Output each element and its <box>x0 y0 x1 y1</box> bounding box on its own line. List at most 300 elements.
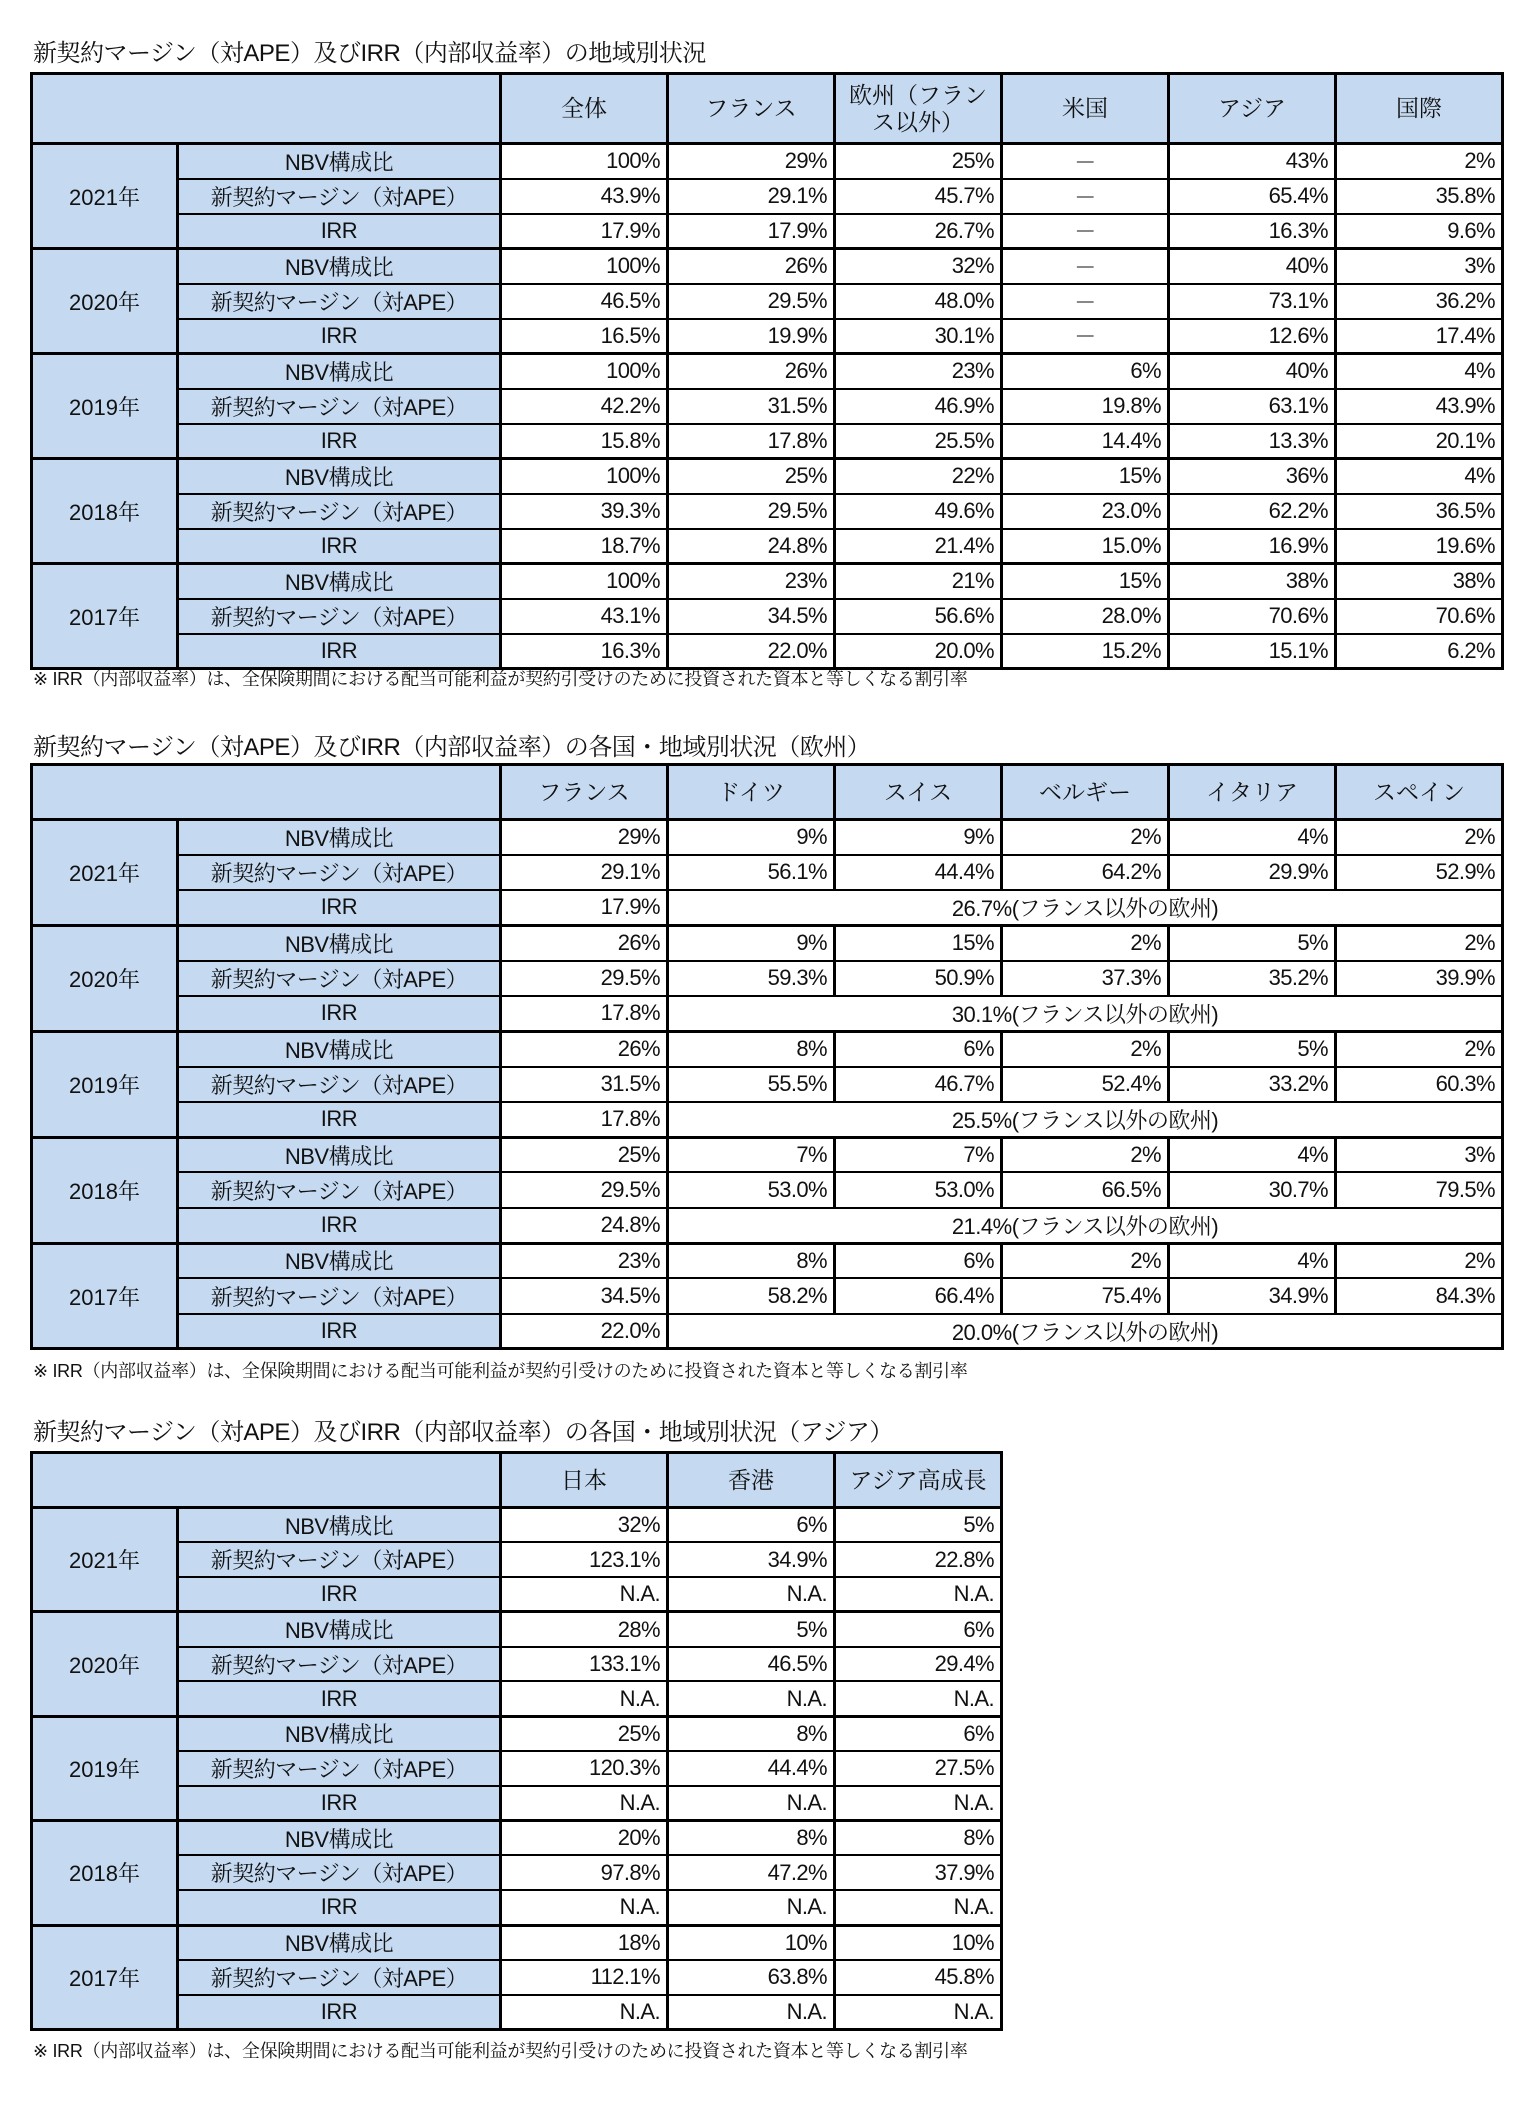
value-cell: 26.7% <box>835 214 1002 249</box>
table-row <box>32 459 1503 494</box>
value-cell: 75.4% <box>1002 1278 1169 1313</box>
value-cell: 15.1% <box>1169 634 1336 669</box>
year-cell: 2017年 <box>32 1243 178 1349</box>
value-cell: 14.4% <box>1002 424 1169 459</box>
value-cell: N.A. <box>501 1786 668 1821</box>
table-row <box>32 820 1503 855</box>
value-cell: 6% <box>835 1243 1002 1278</box>
metric-label: IRR <box>178 1577 501 1612</box>
table-row <box>32 1542 1002 1577</box>
footnote-irr-definition: ※ IRR（内部収益率）は、全保険期間における配当可能利益が契約引受けのために投資された資本と等しくなる割引率 <box>33 1361 968 1381</box>
metric-label: 新契約マージン（対APE） <box>178 599 501 634</box>
value-cell: 100% <box>501 249 668 284</box>
metric-label: IRR <box>178 634 501 669</box>
metric-label: NBV構成比 <box>178 1821 501 1856</box>
value-cell: 9% <box>668 820 835 855</box>
value-cell: 7% <box>668 1137 835 1172</box>
metric-label: IRR <box>178 1890 501 1925</box>
value-cell: 45.8% <box>835 1960 1002 1995</box>
value-cell: 36.2% <box>1336 284 1503 319</box>
column-header: アジア高成長 <box>835 1453 1002 1508</box>
value-cell: N.A. <box>835 1995 1002 2030</box>
value-cell: 35.8% <box>1336 179 1503 214</box>
metric-label: NBV構成比 <box>178 1612 501 1647</box>
year-cell: 2020年 <box>32 249 178 354</box>
value-cell: 13.3% <box>1169 424 1336 459</box>
value-cell: 25.5% <box>835 424 1002 459</box>
value-cell: 19.6% <box>1336 529 1503 564</box>
corner-cell <box>32 1453 501 1508</box>
metric-label: IRR <box>178 1786 501 1821</box>
table-row <box>32 424 1503 459</box>
value-cell: 6.2% <box>1336 634 1503 669</box>
metric-label: NBV構成比 <box>178 820 501 855</box>
table-row <box>32 1208 1503 1243</box>
column-header: スペイン <box>1336 765 1503 820</box>
value-cell: 2% <box>1002 820 1169 855</box>
value-cell: 22.0% <box>668 634 835 669</box>
metric-label: IRR <box>178 1314 501 1349</box>
value-cell: 8% <box>668 1716 835 1751</box>
value-cell: 47.2% <box>668 1855 835 1890</box>
value-cell: N.A. <box>835 1890 1002 1925</box>
column-header: アジア <box>1169 74 1336 144</box>
table-row <box>32 1137 1503 1172</box>
metric-label: 新契約マージン（対APE） <box>178 1751 501 1786</box>
value-cell: 34.9% <box>1169 1278 1336 1313</box>
value-cell: 19.8% <box>1002 389 1169 424</box>
value-cell: 30.7% <box>1169 1172 1336 1207</box>
value-cell: 64.2% <box>1002 855 1169 890</box>
table-title-asia: 新契約マージン（対APE）及びIRR（内部収益率）の各国・地域別状況（アジア） <box>33 1419 893 1446</box>
value-cell: 70.6% <box>1336 599 1503 634</box>
column-header: 香港 <box>668 1453 835 1508</box>
value-cell: 29.1% <box>668 179 835 214</box>
value-cell: 10% <box>668 1925 835 1960</box>
value-cell: 5% <box>835 1508 1002 1543</box>
value-cell: N.A. <box>668 1890 835 1925</box>
metric-label: 新契約マージン（対APE） <box>178 1278 501 1313</box>
column-header: 国際 <box>1336 74 1503 144</box>
value-cell: N.A. <box>835 1577 1002 1612</box>
table-row <box>32 284 1503 319</box>
value-cell: 55.5% <box>668 1067 835 1102</box>
value-cell: 23% <box>835 354 1002 389</box>
metric-label: NBV構成比 <box>178 144 501 179</box>
header-row <box>32 765 1503 820</box>
value-cell: 5% <box>668 1612 835 1647</box>
value-cell: 17.8% <box>501 996 668 1031</box>
metric-label: 新契約マージン（対APE） <box>178 855 501 890</box>
merged-value-cell: 26.7%(フランス以外の欧州) <box>668 890 1503 925</box>
value-cell: 23% <box>668 564 835 599</box>
value-cell: 16.3% <box>1169 214 1336 249</box>
year-cell: 2019年 <box>32 354 178 459</box>
value-cell: 34.5% <box>501 1278 668 1313</box>
table-row <box>32 996 1503 1031</box>
table-europe-margin-irr <box>30 763 1504 1350</box>
value-cell: 56.6% <box>835 599 1002 634</box>
value-cell: 8% <box>668 1031 835 1066</box>
column-header: 米国 <box>1002 74 1169 144</box>
value-cell: － <box>1002 214 1169 249</box>
table-row <box>32 214 1503 249</box>
table-title-regional: 新契約マージン（対APE）及びIRR（内部収益率）の地域別状況 <box>33 40 706 67</box>
metric-label: IRR <box>178 424 501 459</box>
value-cell: 28% <box>501 1612 668 1647</box>
value-cell: 9% <box>668 925 835 960</box>
value-cell: 17.9% <box>501 890 668 925</box>
year-cell: 2018年 <box>32 1137 178 1243</box>
metric-label: NBV構成比 <box>178 1137 501 1172</box>
value-cell: 53.0% <box>835 1172 1002 1207</box>
value-cell: 20% <box>501 1821 668 1856</box>
value-cell: 2% <box>1002 1243 1169 1278</box>
value-cell: 16.9% <box>1169 529 1336 564</box>
year-cell: 2018年 <box>32 1821 178 1925</box>
table-row <box>32 319 1503 354</box>
metric-label: 新契約マージン（対APE） <box>178 1542 501 1577</box>
metric-label: IRR <box>178 1995 501 2030</box>
value-cell: N.A. <box>501 1577 668 1612</box>
table-row <box>32 1612 1002 1647</box>
column-header: 日本 <box>501 1453 668 1508</box>
value-cell: 22% <box>835 459 1002 494</box>
value-cell: 46.9% <box>835 389 1002 424</box>
value-cell: 8% <box>668 1821 835 1856</box>
value-cell: 18% <box>501 1925 668 1960</box>
table-row <box>32 855 1503 890</box>
value-cell: 9.6% <box>1336 214 1503 249</box>
value-cell: 84.3% <box>1336 1278 1503 1313</box>
table-row <box>32 1314 1503 1349</box>
year-cell: 2019年 <box>32 1031 178 1137</box>
value-cell: 2% <box>1336 925 1503 960</box>
column-header: 全体 <box>501 74 668 144</box>
value-cell: 17.8% <box>501 1102 668 1137</box>
value-cell: － <box>1002 144 1169 179</box>
value-cell: 40% <box>1169 249 1336 284</box>
metric-label: 新契約マージン（対APE） <box>178 389 501 424</box>
table-row <box>32 925 1503 960</box>
value-cell: 100% <box>501 459 668 494</box>
value-cell: 49.6% <box>835 494 1002 529</box>
metric-label: IRR <box>178 996 501 1031</box>
value-cell: 2% <box>1002 1031 1169 1066</box>
value-cell: 36.5% <box>1336 494 1503 529</box>
value-cell: 100% <box>501 564 668 599</box>
metric-label: IRR <box>178 214 501 249</box>
metric-label: NBV構成比 <box>178 1243 501 1278</box>
metric-label: IRR <box>178 319 501 354</box>
value-cell: 65.4% <box>1169 179 1336 214</box>
value-cell: 9% <box>835 820 1002 855</box>
value-cell: 56.1% <box>668 855 835 890</box>
value-cell: 66.5% <box>1002 1172 1169 1207</box>
value-cell: 59.3% <box>668 961 835 996</box>
year-cell: 2020年 <box>32 925 178 1031</box>
value-cell: 17.9% <box>668 214 835 249</box>
value-cell: 37.9% <box>835 1855 1002 1890</box>
value-cell: N.A. <box>501 1995 668 2030</box>
value-cell: 29% <box>668 144 835 179</box>
value-cell: 31.5% <box>501 1067 668 1102</box>
metric-label: IRR <box>178 529 501 564</box>
value-cell: 3% <box>1336 1137 1503 1172</box>
value-cell: 26% <box>668 249 835 284</box>
value-cell: 46.5% <box>668 1647 835 1682</box>
value-cell: 29% <box>501 820 668 855</box>
column-header: ドイツ <box>668 765 835 820</box>
value-cell: N.A. <box>835 1786 1002 1821</box>
value-cell: 29.5% <box>668 284 835 319</box>
value-cell: 33.2% <box>1169 1067 1336 1102</box>
value-cell: 32% <box>501 1508 668 1543</box>
value-cell: N.A. <box>501 1890 668 1925</box>
value-cell: 34.9% <box>668 1542 835 1577</box>
table-row <box>32 634 1503 669</box>
year-cell: 2019年 <box>32 1716 178 1820</box>
value-cell: 29.5% <box>668 494 835 529</box>
value-cell: 23.0% <box>1002 494 1169 529</box>
metric-label: NBV構成比 <box>178 1716 501 1751</box>
footnote-irr-definition: ※ IRR（内部収益率）は、全保険期間における配当可能利益が契約引受けのために投資された資本と等しくなる割引率 <box>33 669 968 689</box>
value-cell: 2% <box>1336 144 1503 179</box>
value-cell: － <box>1002 179 1169 214</box>
value-cell: 4% <box>1169 1137 1336 1172</box>
value-cell: 29.1% <box>501 855 668 890</box>
value-cell: 21.4% <box>835 529 1002 564</box>
value-cell: 12.6% <box>1169 319 1336 354</box>
year-cell: 2021年 <box>32 1508 178 1612</box>
table-row <box>32 1890 1002 1925</box>
value-cell: 79.5% <box>1336 1172 1503 1207</box>
table-row <box>32 1995 1002 2030</box>
table-row <box>32 1102 1503 1137</box>
table-asia-margin-irr <box>30 1451 1003 2031</box>
metric-label: 新契約マージン（対APE） <box>178 1960 501 1995</box>
value-cell: 6% <box>835 1716 1002 1751</box>
value-cell: 52.9% <box>1336 855 1503 890</box>
value-cell: 8% <box>668 1243 835 1278</box>
table-row <box>32 1243 1503 1278</box>
value-cell: 15.8% <box>501 424 668 459</box>
metric-label: 新契約マージン（対APE） <box>178 1067 501 1102</box>
value-cell: 27.5% <box>835 1751 1002 1786</box>
value-cell: 100% <box>501 354 668 389</box>
value-cell: 16.5% <box>501 319 668 354</box>
value-cell: 73.1% <box>1169 284 1336 319</box>
metric-label: IRR <box>178 890 501 925</box>
value-cell: 15% <box>1002 459 1169 494</box>
table-regional-margin-irr <box>30 72 1504 670</box>
value-cell: N.A. <box>668 1786 835 1821</box>
value-cell: 38% <box>1169 564 1336 599</box>
year-cell: 2020年 <box>32 1612 178 1716</box>
table-row <box>32 1278 1503 1313</box>
column-header: フランス <box>668 74 835 144</box>
value-cell: 26% <box>668 354 835 389</box>
metric-label: NBV構成比 <box>178 1925 501 1960</box>
value-cell: 70.6% <box>1169 599 1336 634</box>
value-cell: － <box>1002 319 1169 354</box>
metric-label: NBV構成比 <box>178 1508 501 1543</box>
value-cell: 22.8% <box>835 1542 1002 1577</box>
value-cell: 2% <box>1002 925 1169 960</box>
table-row <box>32 961 1503 996</box>
value-cell: 46.5% <box>501 284 668 319</box>
value-cell: 53.0% <box>668 1172 835 1207</box>
value-cell: 16.3% <box>501 634 668 669</box>
value-cell: 97.8% <box>501 1855 668 1890</box>
year-cell: 2018年 <box>32 459 178 564</box>
value-cell: 6% <box>835 1031 1002 1066</box>
value-cell: 2% <box>1002 1137 1169 1172</box>
table-row <box>32 1925 1002 1960</box>
value-cell: 28.0% <box>1002 599 1169 634</box>
value-cell: 4% <box>1169 1243 1336 1278</box>
table-title-europe: 新契約マージン（対APE）及びIRR（内部収益率）の各国・地域別状況（欧州） <box>33 734 871 761</box>
value-cell: 29.9% <box>1169 855 1336 890</box>
value-cell: 37.3% <box>1002 961 1169 996</box>
value-cell: 2% <box>1336 1031 1503 1066</box>
value-cell: 40% <box>1169 354 1336 389</box>
value-cell: 34.5% <box>668 599 835 634</box>
value-cell: 17.8% <box>668 424 835 459</box>
value-cell: 18.7% <box>501 529 668 564</box>
table-row <box>32 1751 1002 1786</box>
value-cell: 29.4% <box>835 1647 1002 1682</box>
value-cell: 62.2% <box>1169 494 1336 529</box>
year-cell: 2021年 <box>32 820 178 926</box>
value-cell: 133.1% <box>501 1647 668 1682</box>
value-cell: 123.1% <box>501 1542 668 1577</box>
value-cell: 4% <box>1169 820 1336 855</box>
value-cell: 120.3% <box>501 1751 668 1786</box>
value-cell: 15.2% <box>1002 634 1169 669</box>
metric-label: 新契約マージン（対APE） <box>178 494 501 529</box>
value-cell: N.A. <box>835 1681 1002 1716</box>
value-cell: 35.2% <box>1169 961 1336 996</box>
metric-label: 新契約マージン（対APE） <box>178 1172 501 1207</box>
metric-label: 新契約マージン（対APE） <box>178 1855 501 1890</box>
value-cell: 39.3% <box>501 494 668 529</box>
value-cell: 10% <box>835 1925 1002 1960</box>
value-cell: 52.4% <box>1002 1067 1169 1102</box>
merged-value-cell: 30.1%(フランス以外の欧州) <box>668 996 1503 1031</box>
value-cell: 17.9% <box>501 214 668 249</box>
value-cell: 17.4% <box>1336 319 1503 354</box>
table-row <box>32 494 1503 529</box>
year-cell: 2017年 <box>32 1925 178 2029</box>
header-row <box>32 74 1503 144</box>
value-cell: 6% <box>1002 354 1169 389</box>
value-cell: 43.1% <box>501 599 668 634</box>
value-cell: 25% <box>501 1716 668 1751</box>
metric-label: 新契約マージン（対APE） <box>178 179 501 214</box>
value-cell: 25% <box>501 1137 668 1172</box>
value-cell: 24.8% <box>501 1208 668 1243</box>
table-row <box>32 1786 1002 1821</box>
value-cell: 15% <box>835 925 1002 960</box>
metric-label: IRR <box>178 1208 501 1243</box>
value-cell: 30.1% <box>835 319 1002 354</box>
value-cell: 22.0% <box>501 1314 668 1349</box>
metric-label: NBV構成比 <box>178 1031 501 1066</box>
merged-value-cell: 25.5%(フランス以外の欧州) <box>668 1102 1503 1137</box>
column-header: スイス <box>835 765 1002 820</box>
table-row <box>32 1855 1002 1890</box>
column-header: ベルギー <box>1002 765 1169 820</box>
table-row <box>32 144 1503 179</box>
metric-label: IRR <box>178 1102 501 1137</box>
value-cell: 39.9% <box>1336 961 1503 996</box>
table-row <box>32 1681 1002 1716</box>
value-cell: 20.1% <box>1336 424 1503 459</box>
value-cell: 50.9% <box>835 961 1002 996</box>
value-cell: 42.2% <box>501 389 668 424</box>
value-cell: － <box>1002 284 1169 319</box>
value-cell: N.A. <box>668 1995 835 2030</box>
value-cell: 21% <box>835 564 1002 599</box>
column-header: 欧州（フランス以外） <box>835 74 1002 144</box>
value-cell: 26% <box>501 925 668 960</box>
table-row <box>32 179 1503 214</box>
value-cell: 112.1% <box>501 1960 668 1995</box>
table-row <box>32 1031 1503 1066</box>
value-cell: 4% <box>1336 459 1503 494</box>
value-cell: 19.9% <box>668 319 835 354</box>
value-cell: 15.0% <box>1002 529 1169 564</box>
column-header: イタリア <box>1169 765 1336 820</box>
value-cell: 26% <box>501 1031 668 1066</box>
value-cell: 2% <box>1336 1243 1503 1278</box>
value-cell: 25% <box>668 459 835 494</box>
value-cell: N.A. <box>501 1681 668 1716</box>
value-cell: 3% <box>1336 249 1503 284</box>
table-row <box>32 1647 1002 1682</box>
value-cell: 4% <box>1336 354 1503 389</box>
table-row <box>32 1172 1503 1207</box>
value-cell: 38% <box>1336 564 1503 599</box>
table-row <box>32 1716 1002 1751</box>
metric-label: NBV構成比 <box>178 925 501 960</box>
table-row <box>32 529 1503 564</box>
metric-label: NBV構成比 <box>178 459 501 494</box>
value-cell: 63.8% <box>668 1960 835 1995</box>
table-row <box>32 354 1503 389</box>
value-cell: 31.5% <box>668 389 835 424</box>
value-cell: 43.9% <box>1336 389 1503 424</box>
year-cell: 2017年 <box>32 564 178 669</box>
value-cell: 6% <box>668 1508 835 1543</box>
value-cell: 46.7% <box>835 1067 1002 1102</box>
value-cell: N.A. <box>668 1681 835 1716</box>
table-row <box>32 389 1503 424</box>
merged-value-cell: 20.0%(フランス以外の欧州) <box>668 1314 1503 1349</box>
value-cell: 15% <box>1002 564 1169 599</box>
table-row <box>32 599 1503 634</box>
table-row <box>32 1577 1002 1612</box>
value-cell: 2% <box>1336 820 1503 855</box>
value-cell: 100% <box>501 144 668 179</box>
value-cell: 45.7% <box>835 179 1002 214</box>
value-cell: 29.5% <box>501 961 668 996</box>
corner-cell <box>32 765 501 820</box>
metric-label: NBV構成比 <box>178 354 501 389</box>
metric-label: 新契約マージン（対APE） <box>178 961 501 996</box>
value-cell: 29.5% <box>501 1172 668 1207</box>
